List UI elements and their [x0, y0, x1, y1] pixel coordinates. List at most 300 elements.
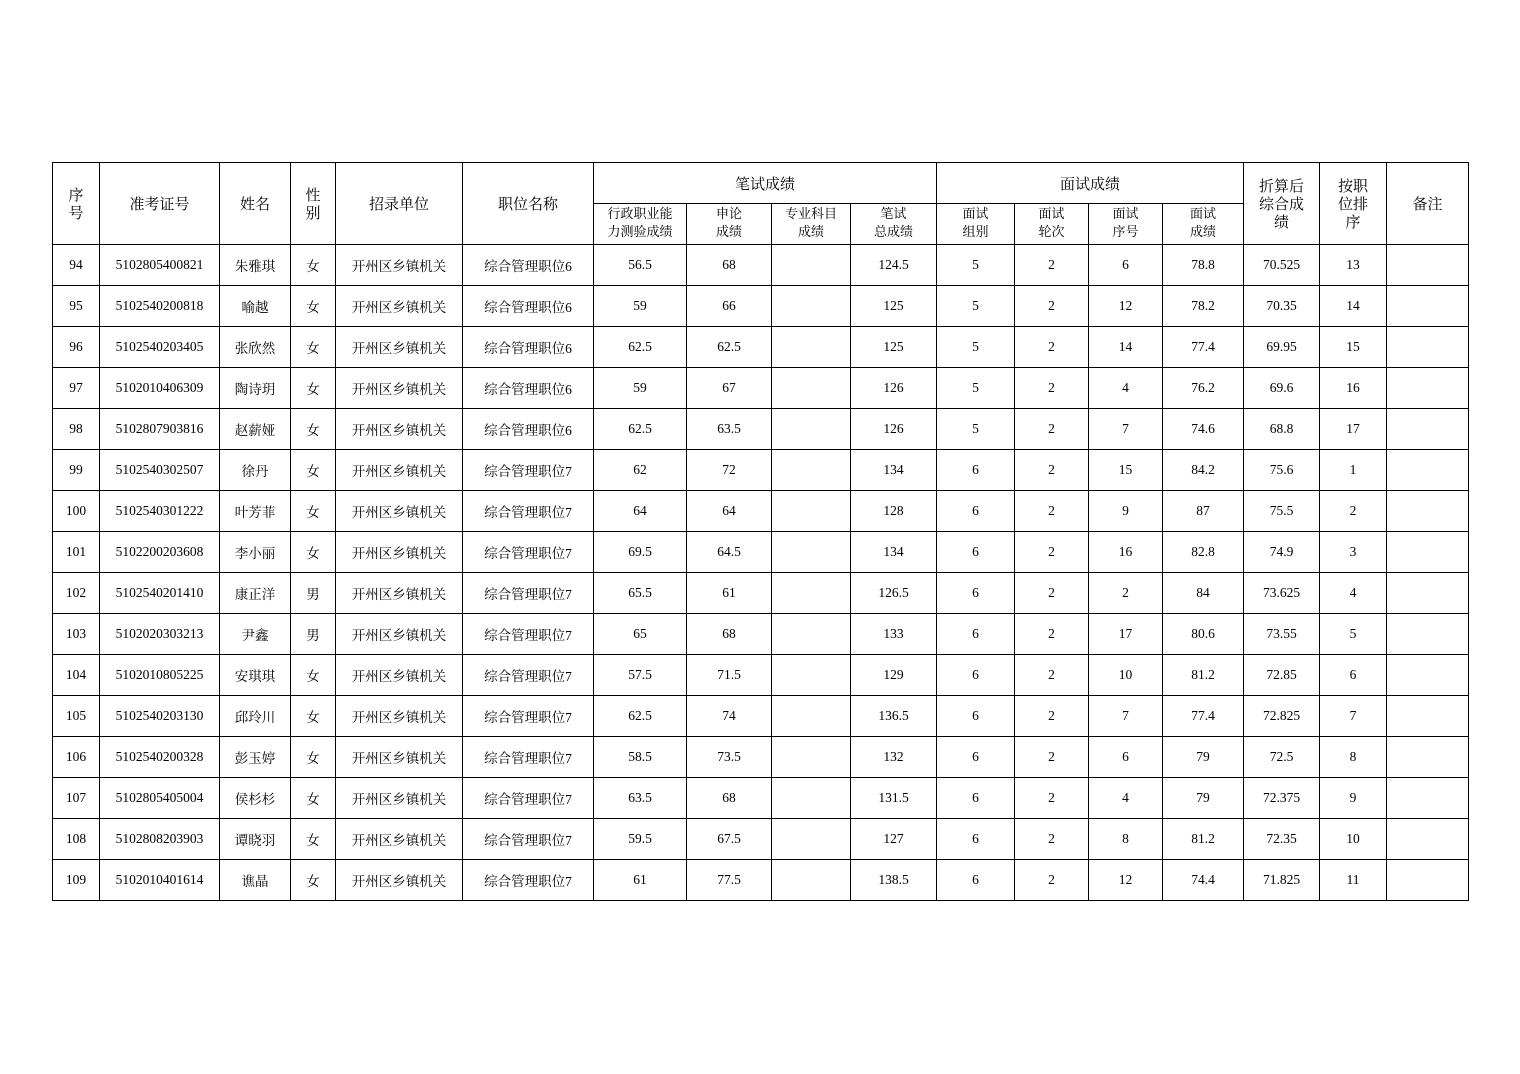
cell-combined: 68.8 — [1244, 409, 1320, 450]
cell-rank: 2 — [1320, 491, 1387, 532]
header-position: 职位名称 — [463, 163, 594, 245]
cell-name: 侯杉杉 — [220, 778, 291, 819]
cell-interview-round: 2 — [1015, 819, 1089, 860]
cell-shenlun: 63.5 — [687, 409, 772, 450]
cell-position: 综合管理职位6 — [463, 327, 594, 368]
table-row — [53, 368, 1469, 409]
header-name: 姓名 — [220, 163, 291, 245]
cell-combined: 70.525 — [1244, 245, 1320, 286]
cell-name: 徐丹 — [220, 450, 291, 491]
cell-interview-order: 16 — [1089, 532, 1163, 573]
cell-position: 综合管理职位7 — [463, 573, 594, 614]
cell-name: 谭晓羽 — [220, 819, 291, 860]
cell-interview-group: 6 — [937, 655, 1015, 696]
cell-zhuanye — [772, 532, 851, 573]
cell-gender: 男 — [291, 614, 336, 655]
cell-position: 综合管理职位7 — [463, 450, 594, 491]
cell-xingce: 62.5 — [594, 696, 687, 737]
cell-remark — [1387, 778, 1469, 819]
cell-xingce: 56.5 — [594, 245, 687, 286]
cell-shenlun: 74 — [687, 696, 772, 737]
cell-interview-round: 2 — [1015, 532, 1089, 573]
cell-exam-id: 5102540200818 — [100, 286, 220, 327]
cell-zhuanye — [772, 286, 851, 327]
cell-position: 综合管理职位6 — [463, 368, 594, 409]
cell-seq: 101 — [53, 532, 100, 573]
cell-name: 谯晶 — [220, 860, 291, 901]
cell-zhuanye — [772, 819, 851, 860]
header-row-1 — [53, 163, 1469, 204]
cell-name: 叶芳菲 — [220, 491, 291, 532]
cell-seq: 96 — [53, 327, 100, 368]
cell-exam-id: 5102540203130 — [100, 696, 220, 737]
cell-name: 彭玉婷 — [220, 737, 291, 778]
cell-gender: 女 — [291, 327, 336, 368]
cell-interview-order: 4 — [1089, 778, 1163, 819]
cell-written-total: 126 — [851, 409, 937, 450]
cell-gender: 女 — [291, 778, 336, 819]
cell-xingce: 59 — [594, 368, 687, 409]
cell-gender: 女 — [291, 860, 336, 901]
cell-rank: 10 — [1320, 819, 1387, 860]
cell-xingce: 61 — [594, 860, 687, 901]
cell-interview-round: 2 — [1015, 327, 1089, 368]
cell-interview-group: 6 — [937, 491, 1015, 532]
cell-interview-group: 6 — [937, 819, 1015, 860]
cell-interview-order: 7 — [1089, 409, 1163, 450]
cell-shenlun: 67.5 — [687, 819, 772, 860]
header-interview-order: 面试 序号 — [1089, 204, 1163, 245]
cell-seq: 95 — [53, 286, 100, 327]
cell-gender: 女 — [291, 696, 336, 737]
cell-unit: 开州区乡镇机关 — [336, 696, 463, 737]
cell-rank: 8 — [1320, 737, 1387, 778]
cell-interview-order: 6 — [1089, 737, 1163, 778]
cell-remark — [1387, 491, 1469, 532]
cell-name: 康正洋 — [220, 573, 291, 614]
table-row — [53, 409, 1469, 450]
cell-unit: 开州区乡镇机关 — [336, 573, 463, 614]
cell-remark — [1387, 368, 1469, 409]
cell-remark — [1387, 819, 1469, 860]
table-row — [53, 778, 1469, 819]
cell-remark — [1387, 245, 1469, 286]
header-zhuanye: 专业科目 成绩 — [772, 204, 851, 245]
cell-zhuanye — [772, 409, 851, 450]
cell-interview-score: 87 — [1163, 491, 1244, 532]
cell-rank: 11 — [1320, 860, 1387, 901]
cell-unit: 开州区乡镇机关 — [336, 532, 463, 573]
cell-rank: 7 — [1320, 696, 1387, 737]
cell-shenlun: 68 — [687, 614, 772, 655]
cell-combined: 74.9 — [1244, 532, 1320, 573]
cell-interview-round: 2 — [1015, 655, 1089, 696]
cell-interview-round: 2 — [1015, 696, 1089, 737]
cell-interview-score: 74.6 — [1163, 409, 1244, 450]
cell-written-total: 126.5 — [851, 573, 937, 614]
cell-zhuanye — [772, 614, 851, 655]
header-xingce: 行政职业能 力测验成绩 — [594, 204, 687, 245]
cell-rank: 5 — [1320, 614, 1387, 655]
cell-shenlun: 66 — [687, 286, 772, 327]
cell-interview-round: 2 — [1015, 778, 1089, 819]
cell-xingce: 64 — [594, 491, 687, 532]
table-row — [53, 614, 1469, 655]
cell-interview-round: 2 — [1015, 286, 1089, 327]
cell-xingce: 57.5 — [594, 655, 687, 696]
cell-written-total: 128 — [851, 491, 937, 532]
table-row — [53, 450, 1469, 491]
cell-shenlun: 71.5 — [687, 655, 772, 696]
cell-exam-id: 5102540200328 — [100, 737, 220, 778]
cell-seq: 102 — [53, 573, 100, 614]
table-row — [53, 655, 1469, 696]
cell-unit: 开州区乡镇机关 — [336, 614, 463, 655]
cell-rank: 3 — [1320, 532, 1387, 573]
table-row — [53, 491, 1469, 532]
cell-unit: 开州区乡镇机关 — [336, 778, 463, 819]
header-written-group: 笔试成绩 — [594, 163, 937, 204]
header-shenlun: 申论 成绩 — [687, 204, 772, 245]
cell-remark — [1387, 614, 1469, 655]
cell-interview-group: 6 — [937, 450, 1015, 491]
cell-zhuanye — [772, 737, 851, 778]
cell-gender: 女 — [291, 286, 336, 327]
cell-written-total: 136.5 — [851, 696, 937, 737]
cell-exam-id: 5102540301222 — [100, 491, 220, 532]
cell-seq: 109 — [53, 860, 100, 901]
cell-interview-group: 6 — [937, 696, 1015, 737]
header-interview-group: 面试成绩 — [937, 163, 1244, 204]
cell-remark — [1387, 532, 1469, 573]
score-table — [52, 162, 1469, 901]
cell-unit: 开州区乡镇机关 — [336, 491, 463, 532]
cell-gender: 女 — [291, 245, 336, 286]
cell-gender: 女 — [291, 655, 336, 696]
cell-interview-order: 14 — [1089, 327, 1163, 368]
cell-interview-score: 78.2 — [1163, 286, 1244, 327]
cell-interview-round: 2 — [1015, 573, 1089, 614]
cell-interview-score: 78.8 — [1163, 245, 1244, 286]
cell-interview-order: 10 — [1089, 655, 1163, 696]
cell-unit: 开州区乡镇机关 — [336, 655, 463, 696]
cell-shenlun: 68 — [687, 778, 772, 819]
cell-position: 综合管理职位6 — [463, 409, 594, 450]
cell-gender: 女 — [291, 532, 336, 573]
cell-written-total: 134 — [851, 450, 937, 491]
cell-position: 综合管理职位7 — [463, 491, 594, 532]
cell-exam-id: 5102540203405 — [100, 327, 220, 368]
cell-xingce: 58.5 — [594, 737, 687, 778]
cell-interview-group: 5 — [937, 327, 1015, 368]
cell-zhuanye — [772, 327, 851, 368]
cell-gender: 男 — [291, 573, 336, 614]
cell-combined: 72.85 — [1244, 655, 1320, 696]
header-gender: 性 别 — [291, 163, 336, 245]
cell-gender: 女 — [291, 450, 336, 491]
cell-exam-id: 5102200203608 — [100, 532, 220, 573]
cell-interview-round: 2 — [1015, 450, 1089, 491]
cell-gender: 女 — [291, 737, 336, 778]
cell-shenlun: 62.5 — [687, 327, 772, 368]
header-exam-id: 准考证号 — [100, 163, 220, 245]
cell-combined: 69.6 — [1244, 368, 1320, 409]
cell-exam-id: 5102010401614 — [100, 860, 220, 901]
cell-interview-order: 7 — [1089, 696, 1163, 737]
cell-interview-round: 2 — [1015, 409, 1089, 450]
cell-interview-round: 2 — [1015, 245, 1089, 286]
cell-combined: 72.5 — [1244, 737, 1320, 778]
cell-gender: 女 — [291, 409, 336, 450]
cell-rank: 16 — [1320, 368, 1387, 409]
cell-seq: 103 — [53, 614, 100, 655]
table-row — [53, 819, 1469, 860]
cell-position: 综合管理职位7 — [463, 737, 594, 778]
cell-interview-score: 81.2 — [1163, 819, 1244, 860]
cell-shenlun: 68 — [687, 245, 772, 286]
cell-written-total: 129 — [851, 655, 937, 696]
cell-interview-order: 17 — [1089, 614, 1163, 655]
cell-shenlun: 73.5 — [687, 737, 772, 778]
cell-position: 综合管理职位7 — [463, 778, 594, 819]
cell-remark — [1387, 327, 1469, 368]
cell-remark — [1387, 286, 1469, 327]
cell-exam-id: 5102805405004 — [100, 778, 220, 819]
cell-name: 尹鑫 — [220, 614, 291, 655]
cell-interview-score: 82.8 — [1163, 532, 1244, 573]
cell-seq: 98 — [53, 409, 100, 450]
cell-shenlun: 64.5 — [687, 532, 772, 573]
cell-exam-id: 5102805400821 — [100, 245, 220, 286]
cell-combined: 71.825 — [1244, 860, 1320, 901]
header-remark: 备注 — [1387, 163, 1469, 245]
cell-xingce: 59.5 — [594, 819, 687, 860]
cell-written-total: 124.5 — [851, 245, 937, 286]
cell-interview-group: 5 — [937, 245, 1015, 286]
cell-interview-order: 15 — [1089, 450, 1163, 491]
cell-gender: 女 — [291, 491, 336, 532]
cell-interview-group: 6 — [937, 573, 1015, 614]
cell-unit: 开州区乡镇机关 — [336, 409, 463, 450]
cell-written-total: 132 — [851, 737, 937, 778]
cell-zhuanye — [772, 491, 851, 532]
cell-xingce: 62.5 — [594, 327, 687, 368]
cell-combined: 70.35 — [1244, 286, 1320, 327]
cell-unit: 开州区乡镇机关 — [336, 860, 463, 901]
cell-position: 综合管理职位7 — [463, 696, 594, 737]
cell-xingce: 65.5 — [594, 573, 687, 614]
cell-position: 综合管理职位7 — [463, 860, 594, 901]
cell-interview-score: 77.4 — [1163, 327, 1244, 368]
cell-interview-group: 5 — [937, 409, 1015, 450]
header-rank: 按职 位排 序 — [1320, 163, 1387, 245]
cell-unit: 开州区乡镇机关 — [336, 819, 463, 860]
cell-unit: 开州区乡镇机关 — [336, 286, 463, 327]
table-body — [53, 245, 1469, 901]
cell-zhuanye — [772, 696, 851, 737]
cell-remark — [1387, 655, 1469, 696]
cell-gender: 女 — [291, 368, 336, 409]
cell-exam-id: 5102807903816 — [100, 409, 220, 450]
cell-shenlun: 61 — [687, 573, 772, 614]
cell-seq: 107 — [53, 778, 100, 819]
cell-shenlun: 77.5 — [687, 860, 772, 901]
cell-combined: 72.35 — [1244, 819, 1320, 860]
cell-interview-score: 84.2 — [1163, 450, 1244, 491]
cell-name: 喻越 — [220, 286, 291, 327]
cell-xingce: 62.5 — [594, 409, 687, 450]
cell-combined: 69.95 — [1244, 327, 1320, 368]
cell-unit: 开州区乡镇机关 — [336, 737, 463, 778]
cell-interview-order: 12 — [1089, 286, 1163, 327]
cell-xingce: 59 — [594, 286, 687, 327]
cell-exam-id: 5102020303213 — [100, 614, 220, 655]
header-unit: 招录单位 — [336, 163, 463, 245]
cell-written-total: 125 — [851, 327, 937, 368]
table-row — [53, 860, 1469, 901]
cell-seq: 94 — [53, 245, 100, 286]
cell-position: 综合管理职位7 — [463, 819, 594, 860]
cell-name: 陶诗玥 — [220, 368, 291, 409]
cell-interview-order: 9 — [1089, 491, 1163, 532]
cell-written-total: 133 — [851, 614, 937, 655]
cell-exam-id: 5102540302507 — [100, 450, 220, 491]
cell-seq: 99 — [53, 450, 100, 491]
cell-combined: 75.6 — [1244, 450, 1320, 491]
cell-zhuanye — [772, 778, 851, 819]
cell-exam-id: 5102540201410 — [100, 573, 220, 614]
cell-rank: 6 — [1320, 655, 1387, 696]
cell-position: 综合管理职位6 — [463, 245, 594, 286]
cell-seq: 105 — [53, 696, 100, 737]
cell-seq: 97 — [53, 368, 100, 409]
cell-xingce: 65 — [594, 614, 687, 655]
cell-written-total: 134 — [851, 532, 937, 573]
cell-interview-score: 77.4 — [1163, 696, 1244, 737]
cell-written-total: 127 — [851, 819, 937, 860]
cell-seq: 108 — [53, 819, 100, 860]
table-row — [53, 737, 1469, 778]
table-row — [53, 573, 1469, 614]
cell-rank: 1 — [1320, 450, 1387, 491]
cell-xingce: 69.5 — [594, 532, 687, 573]
cell-interview-round: 2 — [1015, 368, 1089, 409]
cell-interview-score: 79 — [1163, 778, 1244, 819]
cell-position: 综合管理职位7 — [463, 655, 594, 696]
cell-remark — [1387, 860, 1469, 901]
cell-interview-round: 2 — [1015, 491, 1089, 532]
cell-remark — [1387, 450, 1469, 491]
table-row — [53, 696, 1469, 737]
cell-interview-order: 6 — [1089, 245, 1163, 286]
cell-remark — [1387, 737, 1469, 778]
cell-rank: 15 — [1320, 327, 1387, 368]
cell-combined: 72.825 — [1244, 696, 1320, 737]
cell-zhuanye — [772, 245, 851, 286]
cell-zhuanye — [772, 573, 851, 614]
cell-remark — [1387, 573, 1469, 614]
cell-unit: 开州区乡镇机关 — [336, 368, 463, 409]
cell-interview-score: 76.2 — [1163, 368, 1244, 409]
table-row — [53, 327, 1469, 368]
cell-seq: 100 — [53, 491, 100, 532]
cell-interview-group: 5 — [937, 368, 1015, 409]
cell-shenlun: 72 — [687, 450, 772, 491]
header-combined: 折算后 综合成 绩 — [1244, 163, 1320, 245]
cell-name: 朱雅琪 — [220, 245, 291, 286]
cell-seq: 104 — [53, 655, 100, 696]
cell-rank: 9 — [1320, 778, 1387, 819]
cell-exam-id: 5102808203903 — [100, 819, 220, 860]
cell-seq: 106 — [53, 737, 100, 778]
header-interview-score: 面试 成绩 — [1163, 204, 1244, 245]
cell-interview-group: 6 — [937, 778, 1015, 819]
cell-interview-score: 79 — [1163, 737, 1244, 778]
cell-interview-order: 12 — [1089, 860, 1163, 901]
cell-written-total: 126 — [851, 368, 937, 409]
cell-interview-round: 2 — [1015, 860, 1089, 901]
cell-interview-group: 5 — [937, 286, 1015, 327]
table-row — [53, 286, 1469, 327]
cell-shenlun: 64 — [687, 491, 772, 532]
cell-name: 张欣然 — [220, 327, 291, 368]
cell-combined: 73.55 — [1244, 614, 1320, 655]
cell-interview-round: 2 — [1015, 737, 1089, 778]
cell-interview-round: 2 — [1015, 614, 1089, 655]
cell-exam-id: 5102010406309 — [100, 368, 220, 409]
cell-position: 综合管理职位6 — [463, 286, 594, 327]
cell-written-total: 138.5 — [851, 860, 937, 901]
header-interview-group-no: 面试 组别 — [937, 204, 1015, 245]
cell-name: 安琪琪 — [220, 655, 291, 696]
cell-rank: 13 — [1320, 245, 1387, 286]
cell-rank: 14 — [1320, 286, 1387, 327]
cell-shenlun: 67 — [687, 368, 772, 409]
cell-interview-score: 80.6 — [1163, 614, 1244, 655]
cell-written-total: 125 — [851, 286, 937, 327]
table-row — [53, 245, 1469, 286]
cell-xingce: 63.5 — [594, 778, 687, 819]
cell-rank: 17 — [1320, 409, 1387, 450]
cell-interview-score: 74.4 — [1163, 860, 1244, 901]
cell-interview-order: 2 — [1089, 573, 1163, 614]
table-row — [53, 532, 1469, 573]
cell-combined: 73.625 — [1244, 573, 1320, 614]
cell-interview-order: 4 — [1089, 368, 1163, 409]
cell-gender: 女 — [291, 819, 336, 860]
cell-name: 邱玲川 — [220, 696, 291, 737]
cell-unit: 开州区乡镇机关 — [336, 450, 463, 491]
cell-position: 综合管理职位7 — [463, 614, 594, 655]
cell-name: 李小丽 — [220, 532, 291, 573]
cell-interview-score: 84 — [1163, 573, 1244, 614]
cell-unit: 开州区乡镇机关 — [336, 327, 463, 368]
cell-interview-group: 6 — [937, 532, 1015, 573]
cell-remark — [1387, 696, 1469, 737]
cell-interview-group: 6 — [937, 860, 1015, 901]
cell-interview-group: 6 — [937, 614, 1015, 655]
cell-zhuanye — [772, 655, 851, 696]
cell-zhuanye — [772, 450, 851, 491]
cell-interview-group: 6 — [937, 737, 1015, 778]
cell-interview-score: 81.2 — [1163, 655, 1244, 696]
cell-position: 综合管理职位7 — [463, 532, 594, 573]
cell-unit: 开州区乡镇机关 — [336, 245, 463, 286]
cell-zhuanye — [772, 368, 851, 409]
cell-rank: 4 — [1320, 573, 1387, 614]
cell-written-total: 131.5 — [851, 778, 937, 819]
cell-exam-id: 5102010805225 — [100, 655, 220, 696]
